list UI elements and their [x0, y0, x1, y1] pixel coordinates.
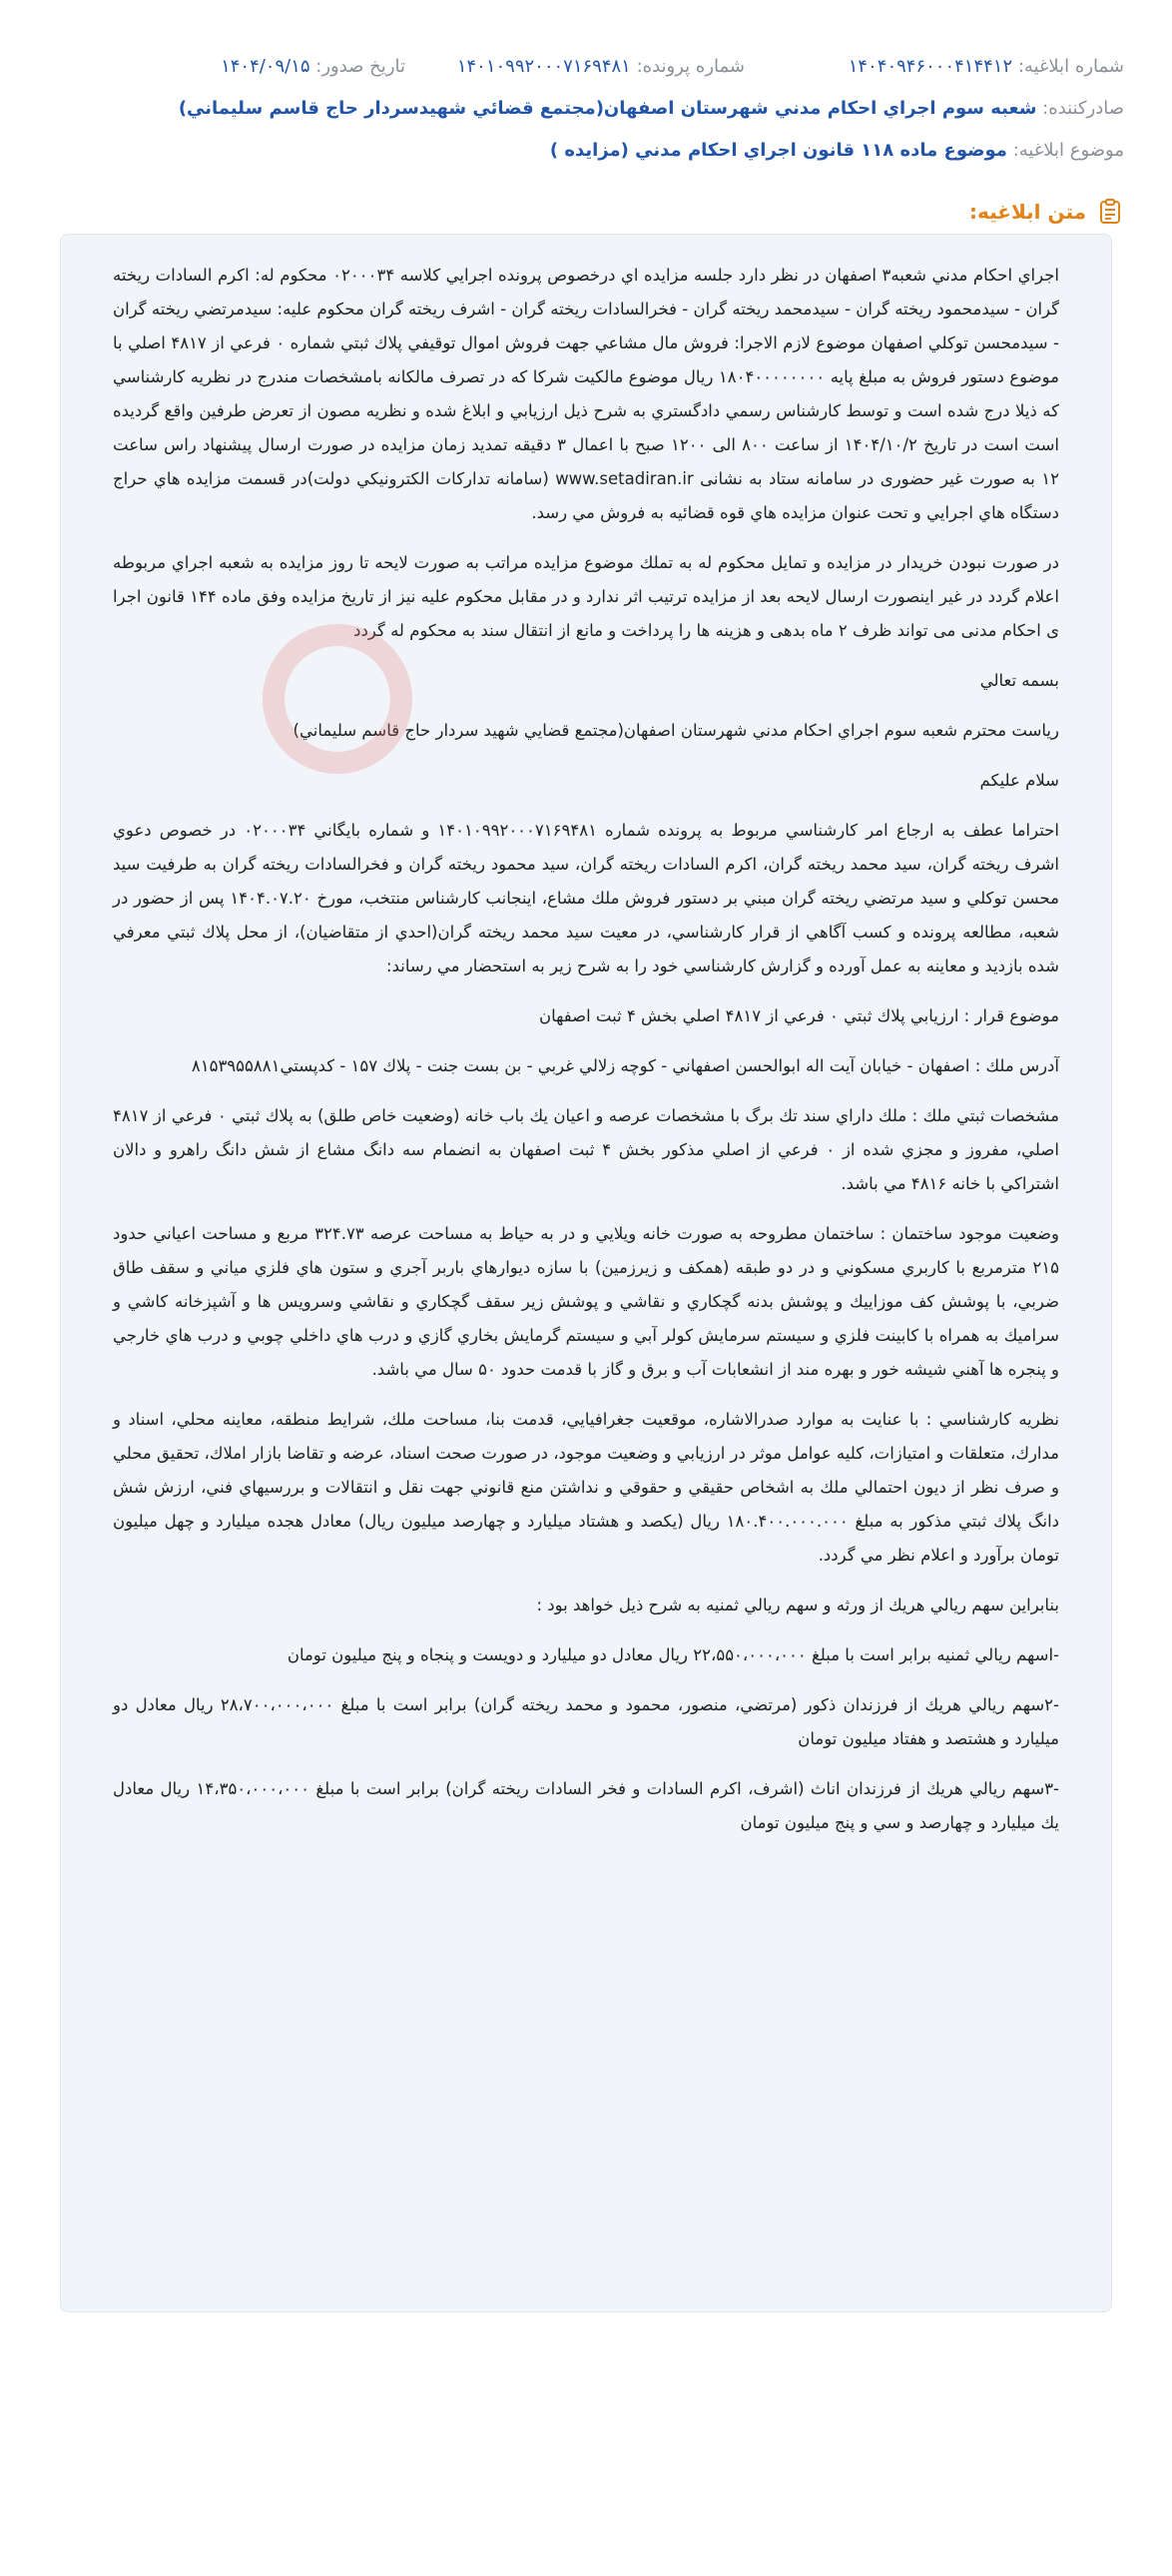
issue-date	[221, 56, 405, 77]
case-number	[457, 56, 745, 77]
paragraph-addressee: رياست محترم شعبه سوم اجراي احكام مدني شهرستان اصفهان(مجتمع قضايي شهيد سردار حاج قاسم سليماني)	[293, 721, 1059, 740]
case-label: شماره پرونده:	[636, 56, 745, 77]
notice-number	[849, 56, 1124, 77]
header-meta-row	[48, 56, 1124, 86]
date-label: تاريخ صدور:	[315, 56, 405, 77]
issuer-value: شعبه سوم اجراي احكام مدني شهرستان اصفهان(مجتمع قضائي شهيدسردار حاج قاسم سليماني)	[178, 98, 1037, 119]
issuer-row	[48, 98, 1124, 119]
notice-body-box	[60, 234, 1112, 2312]
notice-label: شماره ابلاغيه:	[1017, 56, 1124, 77]
paragraph-subject: موضوع قرار : ارزيابي پلاك ثبتي ۰ فرعي از ۴۸۱۷ اصلي بخش ۴ ثبت اصفهان	[538, 1006, 1059, 1025]
paragraph-registry: مشخصات ثبتي ملك : ملك داراي سند تك برگ با مشخصات عرصه و اعيان يك باب خانه (وضعيت خاص طلق) به پلاك ثبتي ۰ فرعي از ۴۸۱۷ اصلي، مفروز و مجزي شده از ۰ فرعي از اصلي مذكور بخش ۴ ثبت اصفهان به انضمام سه دانگ مشاع از شش دانگ راهرو و دالان اشتراكي با خانه ۴۸۱۶ مي باشد.	[113, 1106, 1059, 1193]
section-title-text: متن ابلاغيه:	[968, 200, 1086, 224]
notice-content	[61, 235, 1111, 1880]
case-number-value: ۱۴۰۱۰۹۹۲۰۰۰۷۱۶۹۴۸۱	[456, 56, 631, 77]
paragraph-expert-intro: احتراما عطف به ارجاع امر كارشناسي مربوط به پرونده شماره ۱۴۰۱۰۹۹۲۰۰۰۷۱۶۹۴۸۱ و شماره بايگاني ۰۲۰۰۰۳۴ در خصوص دعوي اشرف ريخته گران، سيد محمد ريخته گران، اكرم السادات ريخته گران، سيد محمود ريخته گران و فخرالسادات ريخته گران به طرفيت سيد محسن توكلي و سيد مرتضي ريخته گران مبني بر دستور فروش ملك مشاع، اينجانب كارشناس منتخب، مورخ ۱۴۰۴.۰۷.۲۰ پس از حضور در شعبه، مطالعه پرونده و كسب آگاهي از قرار كارشناسي، در معيت سيد محمد ريخته گران(احدي از متقاضيان)، از محل پلاك ثبتي معرفي شده بازديد و معاينه به عمل آورده و گزارش كارشناسي خود را به شرح زير به استحضار مي رساند:	[113, 821, 1060, 975]
date-value: ۱۴۰۴/۰۹/۱۵	[221, 56, 310, 77]
paragraph-share-2: -۲سهم ريالي هريك از فرزندان ذكور (مرتضي، منصور، محمود و محمد ريخته گران) برابر است با مبلغ ۲۸،۷۰۰،۰۰۰،۰۰۰ ريال معادل دو ميليارد و هشتصد و هفتاد ميليون تومان	[113, 1695, 1059, 1748]
paragraph-auction-intro: اجراي احكام مدني شعبه۳ اصفهان در نظر دارد جلسه مزايده اي درخصوص پرونده اجرايي كلاسه ۰۲۰۰۰۳۴ محکوم له: اكرم السادات ريخته گران - سيدمحمود ريخته گران - سيدمحمد ريخته گران - فخرالسادات ريخته گران - اشرف ريخته گران محكوم عليه: سيدمرتضي ريخته گران - سيدمحسن توكلي اصفهان موضوع لازم الاجرا: فروش مال مشاعي جهت فروش اموال توقيفي پلاك ثبتي شماره ۰ فرعي از ۴۸۱۷ اصلي با موضوع دستور فروش به مبلغ پايه ۱۸۰۴۰۰۰۰۰۰۰۰ ريال موضوع مالكيت شركا كه در تصرف مالكانه بامشخصات مندرج در نظريه كارشناسي كه ذيلا درج شده است و توسط كارشناس رسمي دادگستري به شرح ذيل ارزيابي و ابلاغ شده و نظريه مصون از تعرض طرفين واقع گرديده است است در تاريخ ۱۴۰۴/۱۰/۲ از ساعت ۸۰۰ الی ۱۲۰۰ صبح با اعمال ۳ دقیقه تمدید زمان مزایده در صورت ارسال پیشنهاد راس ساعت ۱۲ به صورت غیر حضوری در سامانه ستاد به نشانی www.setadiran.ir (سامانه تداركات الكترونيكي دولت)در قسمت مزايده هاي حراج دستگاه هاي اجرايي و تحت عنوان مزايده هاي قوه قضائيه به فروش مي رسد.	[113, 266, 1060, 522]
paragraph-building-status: وضعيت موجود ساختمان : ساختمان مطروحه به صورت خانه ويلايي و در به حياط به مساحت عرصه ۳۲۴.۷۳ مربع و مساحت اعياني حدود ۲۱۵ مترمربع با كاربري مسكوني و در دو طبقه (همكف و زيرزمين) با سازه ديوارهاي باربر آجري و ستون هاي فلزي مياني و سقف طاق ضربي، با پوشش كف موزاييك و پوشش بدنه گچكاري و نقاشي و پوشش زير سقف گچكاري و نقاشي وسرويس ها و آشپزخانه كاشي و سراميك به همراه با كابينت فلزي و سيستم سرمايش كولر آبي و سيستم گرمايش بخاري گازي و درب هاي داخلي چوبي و درب هاي خارجي و پنجره ها آهني شيشه خور و بهره مند از انشعابات آب و برق و گاز با قدمت حدود ۵۰ سال مي باشد.	[113, 1224, 1059, 1379]
paragraph-address: آدرس ملك : اصفهان - خيابان آيت اله ابوالحسن اصفهاني - كوچه زلالي غربي - بن بست جنت - پلاك ۱۵۷ - كدپستي۸۱۵۳۹۵۵۸۸۱	[191, 1056, 1059, 1075]
issuer-label: صادركننده:	[1042, 98, 1124, 119]
section-title	[969, 198, 1124, 226]
paragraph-share-3: -۳سهم ريالي هريك از فرزندان اناث (اشرف، اكرم السادات و فخر السادات ريخته گران) برابر است با مبلغ ۱۴،۳۵۰،۰۰۰،۰۰۰ ريال معادل يك ميليارد و چهارصد و سي و پنج ميليون تومان	[113, 1779, 1059, 1832]
paragraph-greeting: سلام عليكم	[979, 771, 1059, 790]
subject-label: موضوع ابلاغيه:	[1012, 140, 1124, 161]
paragraph-share-1: -اسهم ريالي ثمنيه برابر است با مبلغ ۲۲،۵۵۰،۰۰۰،۰۰۰ ريال معادل دو ميليارد و دويست و پنجاه و پنج ميليون تومان	[287, 1645, 1059, 1664]
paragraph-expert-opinion: نظريه كارشناسي : با عنايت به موارد صدرالاشاره، موقعيت جغرافيايي، قدمت بنا، مساحت ملك، شرايط منطقه، معاينه محلي، اسناد و مدارك، متعلقات و امتيازات، كليه عوامل موثر در ارزيابي و وضعيت موجود، در صورت صحت اسناد، عرضه و تقاضا بازار املاك، تحقيق محلي و صرف نظر از ديون احتمالي ملك به اشخاص حقيقي و حقوقي و نداشتن منع قانوني جهت نقل و انتقالات و بررسيهاي فني، ارزش شش دانگ پلاك ثبتي مذكور به مبلغ ۱۸۰.۴۰۰.۰۰۰.۰۰۰ ريال (يكصد و هشتاد ميليارد و چهارصد ميليون ريال) معادل هجده ميليارد و چهل ميليون تومان برآورد و اعلام نظر مي گردد.	[113, 1410, 1059, 1565]
notice-number-value: ۱۴۰۴۰۹۴۶۰۰۰۴۱۴۴۱۲	[848, 56, 1013, 77]
paragraph-shares-intro: بنابراين سهم ريالي هريك از ورثه و سهم ريالي ثمنيه به شرح ذيل خواهد بود :	[536, 1596, 1059, 1614]
subject-row	[48, 140, 1124, 161]
subject-value: موضوع ماده ۱۱۸ قانون اجراي احكام مدني (مزايده )	[549, 140, 1007, 161]
paragraph-no-buyer: در صورت نبودن خريدار در مزايده و تمايل محكوم له به تملك موضوع مزايده مراتب به صورت لايحه تا روز مزايده به شعبه اجراي مربوطه اعلام گردد در غير اينصورت ارسال لايحه بعد از مزايده ترتيب اثر ندارد و در مقابل محكوم عليه نيز از تاريخ مزايده وفق ماده ۱۴۴ قانون اجرا ی احكام مدنی می تواند ظرف ۲ ماه بدهی و هزينه ها را پرداخت و مانع از انتقال سند به محكوم له گردد	[113, 553, 1059, 640]
paragraph-bismillah: بسمه تعالي	[979, 671, 1059, 690]
document-icon	[1096, 198, 1124, 226]
